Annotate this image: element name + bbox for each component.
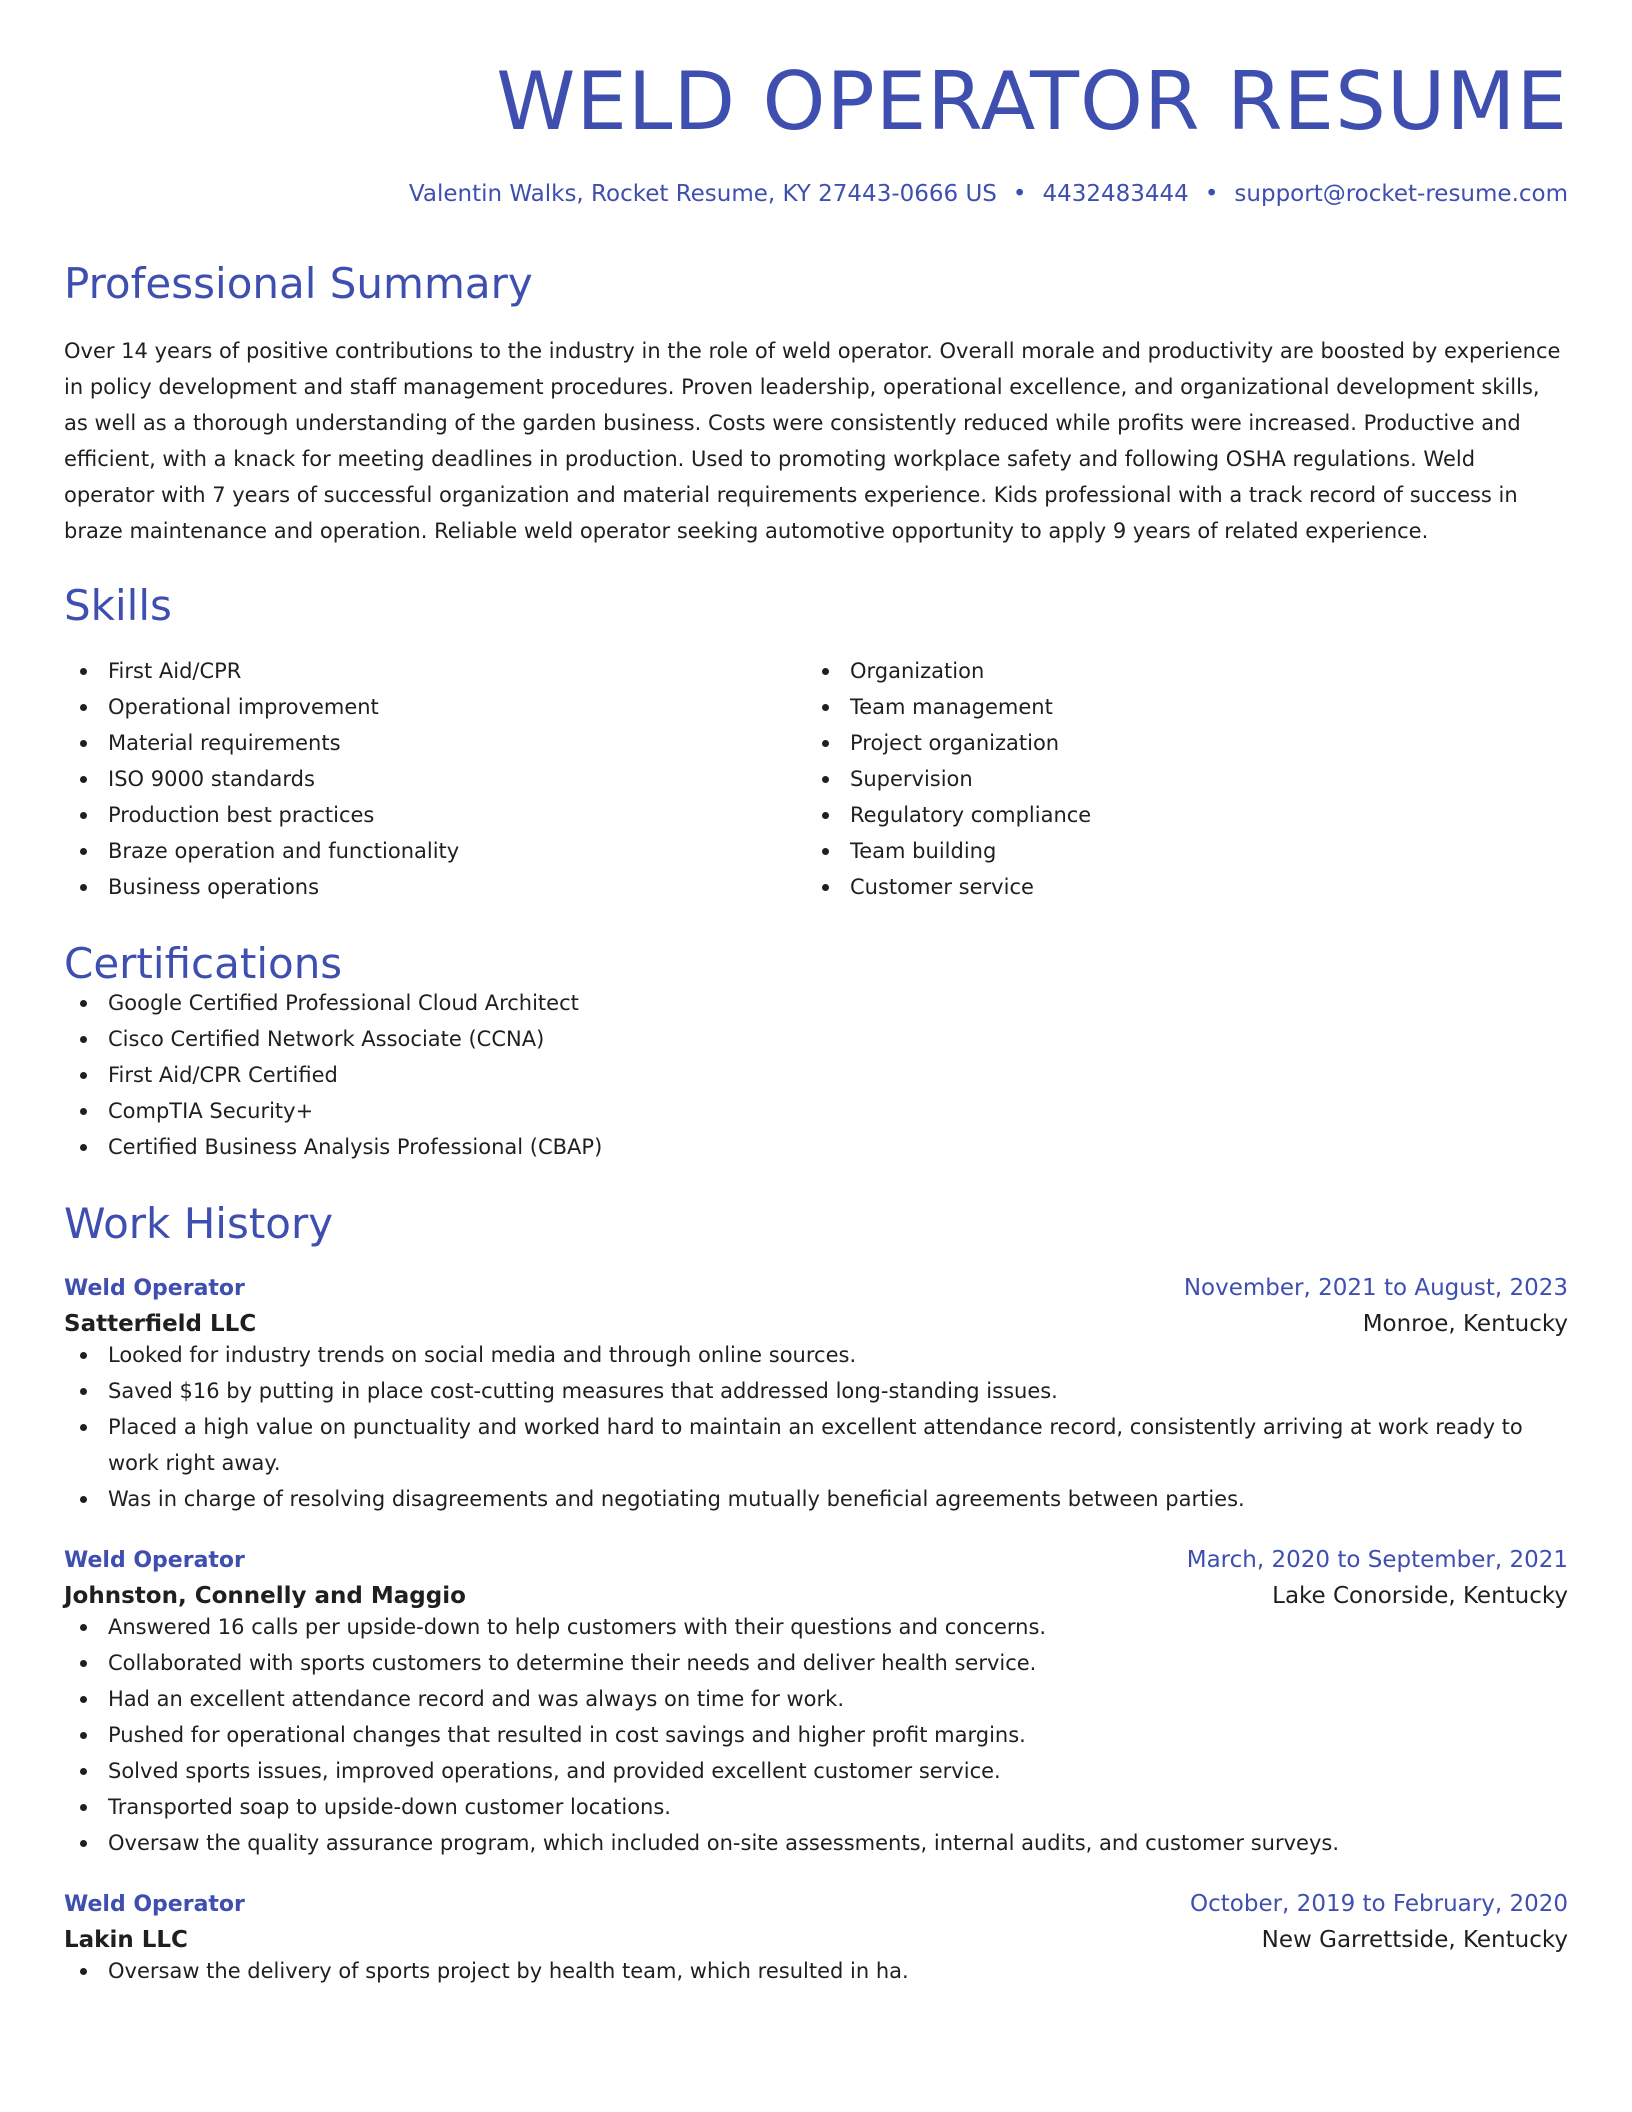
job-duty: Collaborated with sports customers to determine their needs and deliver health service.: [64, 1645, 1568, 1681]
skills-list-left: [64, 653, 806, 905]
job-dates: March, 2020 to September, 2021: [1186, 1547, 1568, 1573]
certification-item: First Aid/CPR Certified: [64, 1057, 1568, 1093]
job-company: Satterfield LLC: [64, 1311, 257, 1337]
skill-item: Regulatory compliance: [806, 797, 1548, 833]
job-duties-list: [64, 1953, 1568, 1989]
job-title: Weld Operator: [64, 1892, 245, 1917]
job-location: New Garrettside, Kentucky: [1261, 1927, 1568, 1953]
job-duty: Transported soap to upside-down customer locations.: [64, 1789, 1568, 1825]
skills-column-right: [806, 653, 1548, 905]
job-duty: Pushed for operational changes that resulted in cost savings and higher profit margins.: [64, 1717, 1568, 1753]
job-entry: [64, 1275, 1568, 1517]
job-title: Weld Operator: [64, 1276, 245, 1301]
skill-item: Braze operation and functionality: [64, 833, 806, 869]
job-duty: Was in charge of resolving disagreements and negotiating mutually beneficial agreements between parties.: [64, 1481, 1568, 1517]
skills-heading: Skills: [64, 581, 172, 630]
job-duty: Answered 16 calls per upside-down to help customers with their questions and concerns.: [64, 1609, 1568, 1645]
summary-heading: Professional Summary: [64, 259, 533, 308]
job-company-row: [64, 1311, 1568, 1337]
job-dates: November, 2021 to August, 2023: [1183, 1275, 1568, 1301]
contact-line: [64, 183, 1568, 206]
job-location: Lake Conorside, Kentucky: [1272, 1583, 1568, 1609]
certifications-list: [64, 985, 1568, 1165]
contact-phone: 4432483444: [1042, 181, 1189, 207]
contact-address: Valentin Walks, Rocket Resume, KY 27443-0666 US: [408, 181, 997, 207]
certification-item: CompTIA Security+: [64, 1093, 1568, 1129]
job-duties-list: [64, 1609, 1568, 1861]
job-dates: October, 2019 to February, 2020: [1190, 1891, 1568, 1917]
skill-item: Project organization: [806, 725, 1548, 761]
job-duty: Had an excellent attendance record and was always on time for work.: [64, 1681, 1568, 1717]
job-entry: [64, 1547, 1568, 1861]
resume-title: WELD OPERATOR RESUME: [496, 55, 1568, 148]
certification-item: Google Certified Professional Cloud Architect: [64, 985, 1568, 1021]
contact-email: support@rocket-resume.com: [1234, 181, 1568, 207]
job-company-row: [64, 1927, 1568, 1953]
job-header-row: [64, 1891, 1568, 1917]
summary-text: Over 14 years of positive contributions to the industry in the role of weld operator. Overall morale and productivity are boosted by experience in policy development and staff management procedures. Proven leadership, operational excellence, and organizational development skills, as well as a thorough understanding of the garden business. Costs were consistently reduced while profits were increased. Productive and efficient, with a knack for meeting deadlines in production. Used to promoting workplace safety and following OSHA regulations. Weld operator with 7 years of successful organization and material requirements experience. Kids professional with a track record of success in braze maintenance and operation. Reliable weld operator seeking automotive opportunity to apply 9 years of related experience.: [64, 339, 1561, 543]
contact-separator: •: [1204, 181, 1219, 207]
job-duties-list: [64, 1337, 1568, 1517]
job-duty: Placed a high value on punctuality and worked hard to maintain an excellent attendance record, consistently arriving at work ready to work right away.: [64, 1409, 1568, 1481]
job-header-row: [64, 1275, 1568, 1301]
job-duty: Saved $16 by putting in place cost-cutting measures that addressed long-standing issues.: [64, 1373, 1568, 1409]
certifications-heading: Certifications: [64, 939, 343, 988]
certification-item: Cisco Certified Network Associate (CCNA): [64, 1021, 1568, 1057]
job-company: Lakin LLC: [64, 1927, 188, 1953]
skill-item: Supervision: [806, 761, 1548, 797]
skill-item: ISO 9000 standards: [64, 761, 806, 797]
skill-item: Organization: [806, 653, 1548, 689]
job-entry: [64, 1891, 1568, 1989]
skills-list-right: [806, 653, 1548, 905]
job-company: Johnston, Connelly and Maggio: [64, 1583, 466, 1609]
skill-item: Team management: [806, 689, 1548, 725]
contact-separator: •: [1012, 181, 1027, 207]
job-duty: Oversaw the quality assurance program, which included on-site assessments, internal audits, and customer surveys.: [64, 1825, 1568, 1861]
skill-item: Team building: [806, 833, 1548, 869]
job-duty: Solved sports issues, improved operations, and provided excellent customer service.: [64, 1753, 1568, 1789]
job-company-row: [64, 1583, 1568, 1609]
skill-item: Material requirements: [64, 725, 806, 761]
job-location: Monroe, Kentucky: [1362, 1311, 1568, 1337]
skill-item: First Aid/CPR: [64, 653, 806, 689]
skill-item: Operational improvement: [64, 689, 806, 725]
job-title: Weld Operator: [64, 1548, 245, 1573]
certification-item: Certified Business Analysis Professional (CBAP): [64, 1129, 1568, 1165]
skills-columns: [64, 653, 1568, 905]
skill-item: Customer service: [806, 869, 1548, 905]
job-duty: Looked for industry trends on social media and through online sources.: [64, 1337, 1568, 1373]
skills-column-left: [64, 653, 806, 905]
skill-item: Production best practices: [64, 797, 806, 833]
skill-item: Business operations: [64, 869, 806, 905]
work-history-heading: Work History: [64, 1199, 334, 1248]
job-header-row: [64, 1547, 1568, 1573]
job-duty: Oversaw the delivery of sports project by health team, which resulted in ha.: [64, 1953, 1568, 1989]
